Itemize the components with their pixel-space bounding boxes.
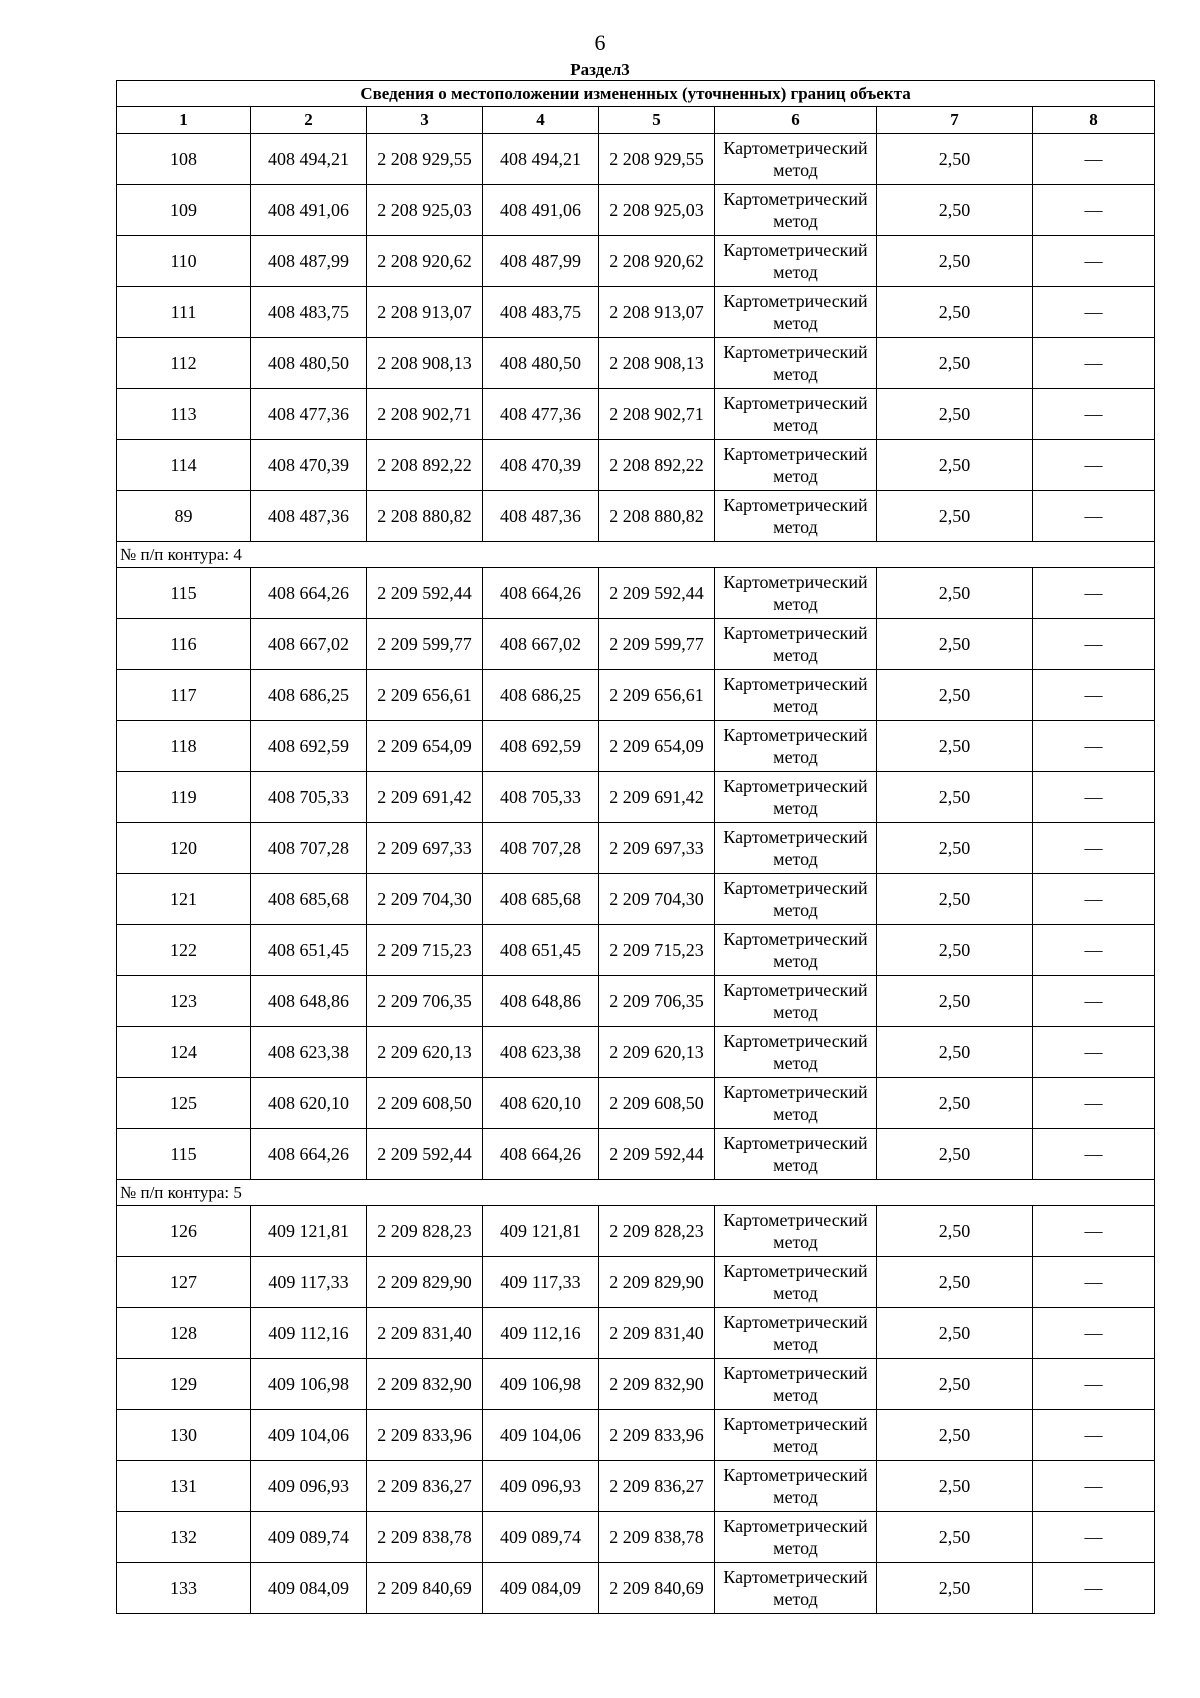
table-cell: 2 209 608,50 [599, 1078, 715, 1129]
table-cell: 2,50 [877, 568, 1033, 619]
table-cell: 2 209 831,40 [599, 1308, 715, 1359]
table-cell: 2,50 [877, 1027, 1033, 1078]
table-cell: 408 480,50 [483, 338, 599, 389]
table-title: Сведения о местоположении измененных (уточненных) границ объекта [117, 81, 1155, 107]
table-cell: 409 112,16 [483, 1308, 599, 1359]
table-cell: — [1033, 1359, 1155, 1410]
table-cell: 408 623,38 [251, 1027, 367, 1078]
table-cell: 2,50 [877, 287, 1033, 338]
table-cell: — [1033, 823, 1155, 874]
table-cell: — [1033, 721, 1155, 772]
table-cell: 2 209 706,35 [599, 976, 715, 1027]
table-cell: 408 491,06 [251, 185, 367, 236]
table-cell: 2 209 838,78 [367, 1512, 483, 1563]
table-cell: 2,50 [877, 185, 1033, 236]
table-cell: 409 117,33 [483, 1257, 599, 1308]
table-cell: 2 208 929,55 [599, 134, 715, 185]
method-cell: Картометрический метод [715, 670, 877, 721]
table-cell: 2 209 599,77 [599, 619, 715, 670]
table-cell: 408 491,06 [483, 185, 599, 236]
table-row [117, 1410, 1155, 1461]
table-cell: 408 620,10 [483, 1078, 599, 1129]
table-cell: 2 209 592,44 [367, 568, 483, 619]
table-cell: 408 648,86 [483, 976, 599, 1027]
column-header: 4 [483, 107, 599, 134]
table-cell: 2,50 [877, 134, 1033, 185]
table-row [117, 721, 1155, 772]
table-cell: 2 209 592,44 [367, 1129, 483, 1180]
table-cell: 2 208 902,71 [367, 389, 483, 440]
table-cell: 408 651,45 [483, 925, 599, 976]
table-cell: 130 [117, 1410, 251, 1461]
table-cell: 2 208 880,82 [599, 491, 715, 542]
table-cell: 2 209 704,30 [599, 874, 715, 925]
table-row [117, 338, 1155, 389]
table-cell: 2 209 836,27 [599, 1461, 715, 1512]
table-cell: 409 084,09 [483, 1563, 599, 1614]
table-cell: — [1033, 338, 1155, 389]
table-cell: 110 [117, 236, 251, 287]
column-header-row [117, 107, 1155, 134]
boundary-table [116, 80, 1155, 1614]
table-cell: 408 707,28 [251, 823, 367, 874]
method-cell: Картометрический метод [715, 185, 877, 236]
table-cell: 2 209 704,30 [367, 874, 483, 925]
table-row [117, 1512, 1155, 1563]
table-cell: 2 208 920,62 [599, 236, 715, 287]
table-cell: 2,50 [877, 440, 1033, 491]
method-cell: Картометрический метод [715, 1461, 877, 1512]
table-cell: 409 104,06 [251, 1410, 367, 1461]
table-cell: 114 [117, 440, 251, 491]
contour-label: № п/п контура: 4 [117, 542, 1155, 568]
table-cell: 409 104,06 [483, 1410, 599, 1461]
table-cell: 111 [117, 287, 251, 338]
table-cell: 2 209 832,90 [367, 1359, 483, 1410]
column-header: 2 [251, 107, 367, 134]
method-cell: Картометрический метод [715, 1563, 877, 1614]
table-cell: 2,50 [877, 1461, 1033, 1512]
table-cell: 132 [117, 1512, 251, 1563]
table-cell: — [1033, 619, 1155, 670]
table-cell: — [1033, 1206, 1155, 1257]
method-cell: Картометрический метод [715, 619, 877, 670]
table-cell: 2,50 [877, 721, 1033, 772]
table-cell: 2 209 620,13 [367, 1027, 483, 1078]
method-cell: Картометрический метод [715, 1410, 877, 1461]
column-header: 8 [1033, 107, 1155, 134]
table-cell: 408 651,45 [251, 925, 367, 976]
table-row [117, 823, 1155, 874]
method-cell: Картометрический метод [715, 721, 877, 772]
table-cell: 2,50 [877, 1359, 1033, 1410]
table-cell: 408 477,36 [251, 389, 367, 440]
table-cell: 129 [117, 1359, 251, 1410]
table-cell: 408 648,86 [251, 976, 367, 1027]
table-cell: 125 [117, 1078, 251, 1129]
table-cell: 113 [117, 389, 251, 440]
method-cell: Картометрический метод [715, 236, 877, 287]
table-cell: 408 620,10 [251, 1078, 367, 1129]
table-row [117, 1206, 1155, 1257]
table-cell: 115 [117, 1129, 251, 1180]
table-row [117, 287, 1155, 338]
method-cell: Картометрический метод [715, 1512, 877, 1563]
table-cell: 2,50 [877, 1129, 1033, 1180]
table-cell: 2 208 913,07 [599, 287, 715, 338]
table-cell: 408 477,36 [483, 389, 599, 440]
table-cell: 2,50 [877, 772, 1033, 823]
table-cell: 2 209 697,33 [367, 823, 483, 874]
method-cell: Картометрический метод [715, 1129, 877, 1180]
table-cell: 2 209 832,90 [599, 1359, 715, 1410]
table-cell: 409 106,98 [251, 1359, 367, 1410]
method-cell: Картометрический метод [715, 491, 877, 542]
table-cell: 409 096,93 [251, 1461, 367, 1512]
method-cell: Картометрический метод [715, 287, 877, 338]
table-cell: — [1033, 670, 1155, 721]
table-cell: 2,50 [877, 1078, 1033, 1129]
table-cell: 117 [117, 670, 251, 721]
table-cell: 124 [117, 1027, 251, 1078]
table-cell: 408 705,33 [483, 772, 599, 823]
page-number: 6 [594, 30, 606, 55]
method-cell: Картометрический метод [715, 338, 877, 389]
table-cell: 2 208 908,13 [367, 338, 483, 389]
table-cell: 409 084,09 [251, 1563, 367, 1614]
table-cell: 2,50 [877, 823, 1033, 874]
table-cell: 2,50 [877, 619, 1033, 670]
table-cell: 116 [117, 619, 251, 670]
table-cell: 2 209 829,90 [599, 1257, 715, 1308]
table-cell: 127 [117, 1257, 251, 1308]
table-cell: 409 121,81 [251, 1206, 367, 1257]
table-cell: 2 209 656,61 [599, 670, 715, 721]
table-cell: 408 494,21 [483, 134, 599, 185]
table-row [117, 670, 1155, 721]
table-cell: 109 [117, 185, 251, 236]
table-cell: — [1033, 236, 1155, 287]
table-cell: 2 209 831,40 [367, 1308, 483, 1359]
table-cell: 2 208 920,62 [367, 236, 483, 287]
table-row [117, 1563, 1155, 1614]
table-cell: 408 664,26 [251, 568, 367, 619]
table-cell: 2,50 [877, 389, 1033, 440]
method-cell: Картометрический метод [715, 976, 877, 1027]
table-cell: 409 089,74 [483, 1512, 599, 1563]
table-cell: 408 494,21 [251, 134, 367, 185]
method-cell: Картометрический метод [715, 874, 877, 925]
table-cell: — [1033, 185, 1155, 236]
table-title-row [117, 81, 1155, 107]
table-row [117, 976, 1155, 1027]
table-cell: 408 692,59 [251, 721, 367, 772]
table-cell: 408 667,02 [251, 619, 367, 670]
table-cell: 408 705,33 [251, 772, 367, 823]
table-cell: 2 209 697,33 [599, 823, 715, 874]
table-row [117, 568, 1155, 619]
table-cell: 409 096,93 [483, 1461, 599, 1512]
table-cell: 408 686,25 [483, 670, 599, 721]
column-header: 6 [715, 107, 877, 134]
table-cell: 133 [117, 1563, 251, 1614]
table-cell: — [1033, 874, 1155, 925]
table-cell: 2 209 715,23 [599, 925, 715, 976]
table-cell: — [1033, 976, 1155, 1027]
method-cell: Картометрический метод [715, 1359, 877, 1410]
table-cell: 2,50 [877, 976, 1033, 1027]
table-cell: 409 112,16 [251, 1308, 367, 1359]
table-cell: 118 [117, 721, 251, 772]
table-cell: 408 487,36 [483, 491, 599, 542]
table-cell: — [1033, 925, 1155, 976]
method-cell: Картометрический метод [715, 925, 877, 976]
table-cell: 2 208 929,55 [367, 134, 483, 185]
table-row [117, 874, 1155, 925]
table-cell: 2 209 840,69 [599, 1563, 715, 1614]
method-cell: Картометрический метод [715, 1027, 877, 1078]
method-cell: Картометрический метод [715, 134, 877, 185]
table-cell: 408 667,02 [483, 619, 599, 670]
table-cell: 408 664,26 [483, 1129, 599, 1180]
table-cell: 2,50 [877, 1512, 1033, 1563]
table-row [117, 134, 1155, 185]
table-row [117, 1461, 1155, 1512]
table-row [117, 619, 1155, 670]
table-cell: 2,50 [877, 1257, 1033, 1308]
table-cell: — [1033, 440, 1155, 491]
table-cell: 409 106,98 [483, 1359, 599, 1410]
table-cell: 408 685,68 [251, 874, 367, 925]
table-row [117, 440, 1155, 491]
table-cell: 122 [117, 925, 251, 976]
table-cell: — [1033, 772, 1155, 823]
table-cell: 408 664,26 [251, 1129, 367, 1180]
table-cell: — [1033, 1027, 1155, 1078]
table-cell: 2 209 592,44 [599, 568, 715, 619]
table-cell: 2 208 892,22 [367, 440, 483, 491]
table-cell: — [1033, 1512, 1155, 1563]
table-cell: 2,50 [877, 1410, 1033, 1461]
table-row [117, 1129, 1155, 1180]
table-row [117, 1027, 1155, 1078]
table-cell: — [1033, 1129, 1155, 1180]
table-cell: 2 208 880,82 [367, 491, 483, 542]
table-cell: 2 209 833,96 [367, 1410, 483, 1461]
table-cell: 2,50 [877, 670, 1033, 721]
table-cell: 2,50 [877, 1563, 1033, 1614]
table-cell: 2,50 [877, 925, 1033, 976]
table-row [117, 1359, 1155, 1410]
table-row [117, 772, 1155, 823]
table-cell: 2 209 836,27 [367, 1461, 483, 1512]
table-cell: — [1033, 1078, 1155, 1129]
table-cell: 408 686,25 [251, 670, 367, 721]
table-cell: 408 487,99 [483, 236, 599, 287]
contour-row [117, 542, 1155, 568]
method-cell: Картометрический метод [715, 1257, 877, 1308]
table-cell: 120 [117, 823, 251, 874]
table-cell: 2,50 [877, 491, 1033, 542]
table-cell: — [1033, 1257, 1155, 1308]
table-body [117, 134, 1155, 1614]
table-cell: 2 208 908,13 [599, 338, 715, 389]
table-cell: — [1033, 389, 1155, 440]
table-cell: 119 [117, 772, 251, 823]
table-cell: 2 208 913,07 [367, 287, 483, 338]
table-cell: 2 209 599,77 [367, 619, 483, 670]
table-cell: 89 [117, 491, 251, 542]
table-row [117, 1257, 1155, 1308]
table-cell: 2 209 592,44 [599, 1129, 715, 1180]
table-cell: 112 [117, 338, 251, 389]
table-cell: 123 [117, 976, 251, 1027]
table-cell: 408 692,59 [483, 721, 599, 772]
table-cell: 409 121,81 [483, 1206, 599, 1257]
table-cell: — [1033, 568, 1155, 619]
table-cell: 2 209 620,13 [599, 1027, 715, 1078]
table-cell: 2 209 706,35 [367, 976, 483, 1027]
method-cell: Картометрический метод [715, 568, 877, 619]
table-cell: 2 209 656,61 [367, 670, 483, 721]
table-row [117, 925, 1155, 976]
table-row [117, 491, 1155, 542]
table-cell: 409 117,33 [251, 1257, 367, 1308]
table-row [117, 185, 1155, 236]
table-cell: 2 209 715,23 [367, 925, 483, 976]
method-cell: Картометрический метод [715, 1206, 877, 1257]
table-cell: 2 209 828,23 [599, 1206, 715, 1257]
table-cell: 2 209 838,78 [599, 1512, 715, 1563]
table-cell: 2 209 654,09 [599, 721, 715, 772]
table-row [117, 1078, 1155, 1129]
table-cell: 408 470,39 [483, 440, 599, 491]
method-cell: Картометрический метод [715, 440, 877, 491]
table-cell: 2,50 [877, 1206, 1033, 1257]
table-cell: 408 483,75 [251, 287, 367, 338]
table-cell: — [1033, 134, 1155, 185]
table-cell: 126 [117, 1206, 251, 1257]
table-cell: 409 089,74 [251, 1512, 367, 1563]
table-cell: 2,50 [877, 236, 1033, 287]
table-cell: 2 209 691,42 [599, 772, 715, 823]
method-cell: Картометрический метод [715, 1308, 877, 1359]
table-cell: 128 [117, 1308, 251, 1359]
table-cell: 408 483,75 [483, 287, 599, 338]
table-cell: 2 208 925,03 [599, 185, 715, 236]
table-cell: 2 208 925,03 [367, 185, 483, 236]
table-cell: — [1033, 1563, 1155, 1614]
method-cell: Картометрический метод [715, 823, 877, 874]
table-cell: 2 209 608,50 [367, 1078, 483, 1129]
table-cell: 2 209 654,09 [367, 721, 483, 772]
table-row [117, 389, 1155, 440]
table-cell: — [1033, 1308, 1155, 1359]
method-cell: Картометрический метод [715, 389, 877, 440]
table-cell: — [1033, 1410, 1155, 1461]
table-cell: 408 623,38 [483, 1027, 599, 1078]
table-cell: 2,50 [877, 874, 1033, 925]
table-cell: 2 209 840,69 [367, 1563, 483, 1614]
column-header: 7 [877, 107, 1033, 134]
table-cell: 2 208 892,22 [599, 440, 715, 491]
column-header: 1 [117, 107, 251, 134]
column-header: 5 [599, 107, 715, 134]
table-cell: 2 209 828,23 [367, 1206, 483, 1257]
table-cell: 2,50 [877, 1308, 1033, 1359]
table-cell: 2,50 [877, 338, 1033, 389]
table-cell: 2 208 902,71 [599, 389, 715, 440]
table-cell: 408 487,36 [251, 491, 367, 542]
table-row [117, 1308, 1155, 1359]
table-cell: 115 [117, 568, 251, 619]
table-cell: 131 [117, 1461, 251, 1512]
table-cell: 408 685,68 [483, 874, 599, 925]
table-cell: 2 209 829,90 [367, 1257, 483, 1308]
table-cell: 408 664,26 [483, 568, 599, 619]
table-cell: — [1033, 287, 1155, 338]
method-cell: Картометрический метод [715, 772, 877, 823]
column-header: 3 [367, 107, 483, 134]
table-cell: 408 487,99 [251, 236, 367, 287]
table-cell: 408 480,50 [251, 338, 367, 389]
table-cell: — [1033, 491, 1155, 542]
table-cell: 408 470,39 [251, 440, 367, 491]
section-title: Раздел3 [570, 60, 630, 79]
table-cell: 408 707,28 [483, 823, 599, 874]
table-row [117, 236, 1155, 287]
table-cell: 121 [117, 874, 251, 925]
table-cell: — [1033, 1461, 1155, 1512]
method-cell: Картометрический метод [715, 1078, 877, 1129]
table-cell: 108 [117, 134, 251, 185]
table-cell: 2 209 691,42 [367, 772, 483, 823]
contour-row [117, 1180, 1155, 1206]
table-cell: 2 209 833,96 [599, 1410, 715, 1461]
contour-label: № п/п контура: 5 [117, 1180, 1155, 1206]
